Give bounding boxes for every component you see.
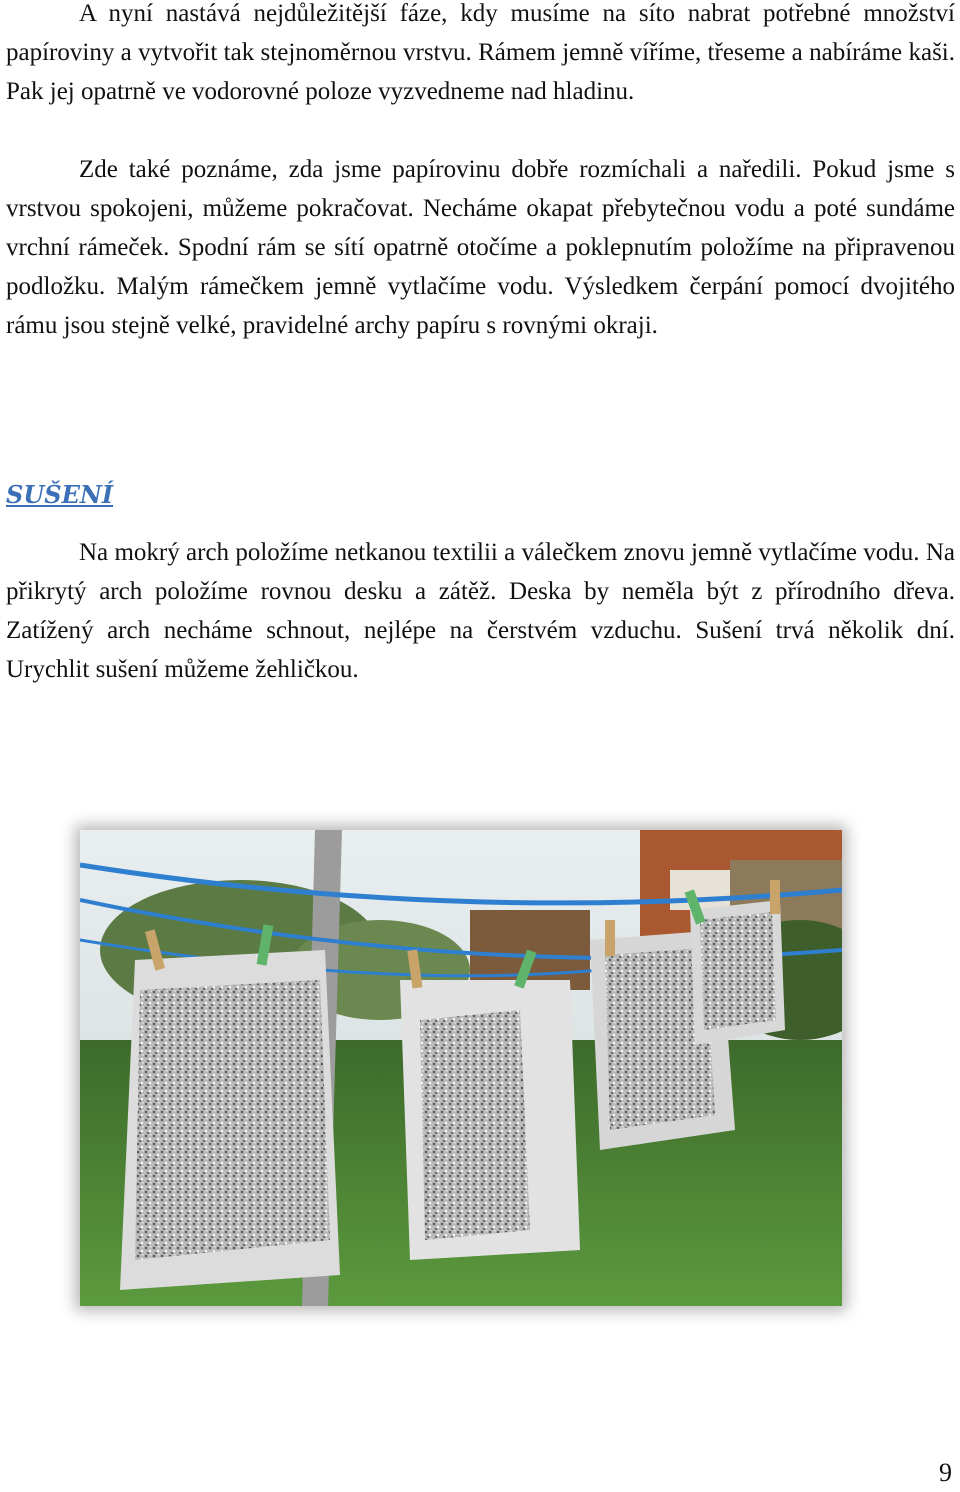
page-number: 9 xyxy=(939,1458,952,1487)
paragraph-inspection: Zde také poznáme, zda jsme papírovinu dobře rozmíchali a naředili. Pokud jsme s vrstvou spokojeni, můžeme pokračovat. Necháme okapat přebytečnou vodu a poté sundáme vrchní rámeček. Spodní rám se sítí opatrně otočíme a poklepnutím položíme na připravenou podložku. Malým rámečkem jemně vytlačíme vodu. Výsledkem čerpání pomocí dvojitého rámu jsou stejně velké, pravidelné archy papíru s rovnými okraji. xyxy=(6,156,955,339)
paragraph-intro: A nyní nastává nejdůležitější fáze, kdy musíme na síto nabrat potřebné množství papíroviny a vytvořit tak stejnoměrnou vrstvu. Rámem jemně víříme, třeseme a nabíráme kaši. Pak jej opatrně ve vodorovné poloze vyzvedneme nad hladinu. xyxy=(6,0,955,105)
section-heading-drying: SUŠENÍ xyxy=(6,480,114,509)
photo-drying-papers xyxy=(80,830,842,1306)
paragraph-drying: Na mokrý arch položíme netkanou textilii a válečkem znovu jemně vytlačíme vodu. Na přikrytý arch položíme rovnou desku a zátěž. Deska by neměla být z přírodního dřeva. Zatížený arch necháme schnout, nejlépe na čerstvém vzduchu. Sušení trvá několik dní. Urychlit sušení můžeme žehličkou. xyxy=(6,539,955,683)
